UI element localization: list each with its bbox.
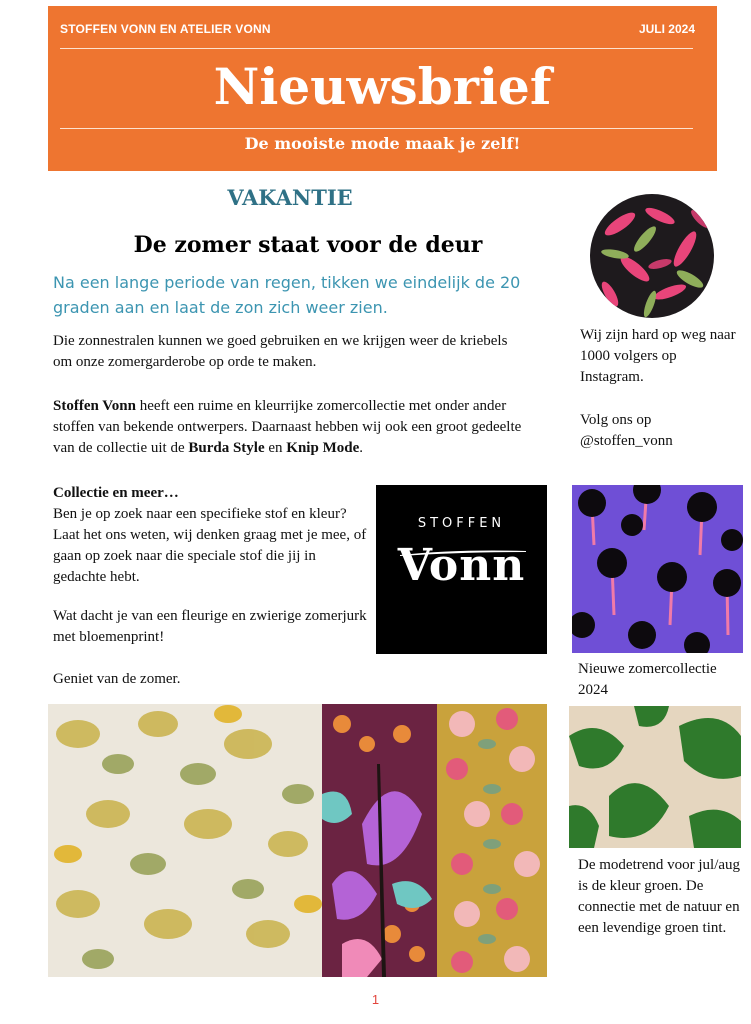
plum-floral-fabric-image bbox=[322, 704, 437, 977]
purple-flower-fabric-image bbox=[572, 485, 743, 653]
burda-style-name: Burda Style bbox=[188, 440, 265, 456]
green-leaf-fabric-image bbox=[569, 706, 741, 848]
instagram-text: Wij zijn hard op weg naar 1000 volgers op Instagram. bbox=[580, 327, 736, 385]
leaf-print-fabric-image bbox=[48, 704, 322, 977]
logo-swoosh-icon bbox=[398, 549, 528, 557]
leaf-pattern-image bbox=[590, 194, 714, 318]
article-headline: De zomer staat voor de deur bbox=[133, 232, 483, 258]
paragraph-collection bbox=[53, 396, 523, 459]
collection-text: Ben je op zoek naar een specifieke stof en kleur? Laat het ons weten, wij denken graag met je mee, of gaan op zoek naar die speciale stof die jij in gedachte hebt. bbox=[53, 506, 367, 585]
article-lead: Na een lange periode van regen, tikken we eindelijk de 20 graden aan en laat de zon zich weer zien. bbox=[53, 273, 521, 317]
paragraph-intro: Die zonnestralen kunnen we goed gebruiken en we krijgen weer de kriebels om onze zomergarderobe op orde te maken. bbox=[53, 333, 508, 370]
paragraph-dress: Wat dacht je van een fleurige en zwierige zomerjurk met bloemenprint! bbox=[53, 608, 367, 645]
follow-text: Volg ons op @stoffen_vonn bbox=[580, 412, 673, 449]
paragraph-text: en bbox=[264, 440, 287, 456]
stoffen-vonn-logo bbox=[376, 485, 547, 654]
newsletter-title: Nieuwsbrief bbox=[213, 57, 552, 116]
new-collection-caption: Nieuwe zomercollectie 2024 bbox=[578, 661, 717, 698]
section-title: VAKANTIE bbox=[227, 185, 353, 210]
paragraph-text: . bbox=[359, 440, 363, 456]
logo-wordmark-main: Vonn bbox=[397, 540, 526, 591]
header-divider-bottom bbox=[60, 128, 693, 129]
knip-mode-name: Knip Mode bbox=[286, 440, 360, 456]
mustard-fruit-fabric-image bbox=[437, 704, 547, 977]
header-org-label: STOFFEN VONN EN ATELIER VONN bbox=[60, 22, 271, 36]
header-date: JULI 2024 bbox=[638, 22, 695, 36]
collection-heading: Collectie en meer… bbox=[53, 485, 179, 501]
page-number: 1 bbox=[371, 992, 380, 1007]
trend-caption: De modetrend voor jul/aug is de kleur groen. De connectie met de natuur en een levendige groen tint. bbox=[578, 857, 741, 936]
brand-name: Stoffen Vonn bbox=[53, 398, 136, 414]
closing-text: Geniet van de zomer. bbox=[53, 671, 181, 687]
paragraph-text: heeft een ruime en kleurrijke zomercollectie met onder ander stoffen van bekende ontwerpers. Daarnaast hebben wij ook een groot gedeelte van de collectie uit de bbox=[53, 398, 522, 456]
header-banner bbox=[48, 6, 717, 171]
collection-block bbox=[53, 483, 368, 588]
logo-wordmark-top: STOFFEN bbox=[417, 516, 506, 531]
header-divider-top bbox=[60, 48, 693, 49]
newsletter-subtitle: De mooiste mode maak je zelf! bbox=[244, 134, 521, 153]
